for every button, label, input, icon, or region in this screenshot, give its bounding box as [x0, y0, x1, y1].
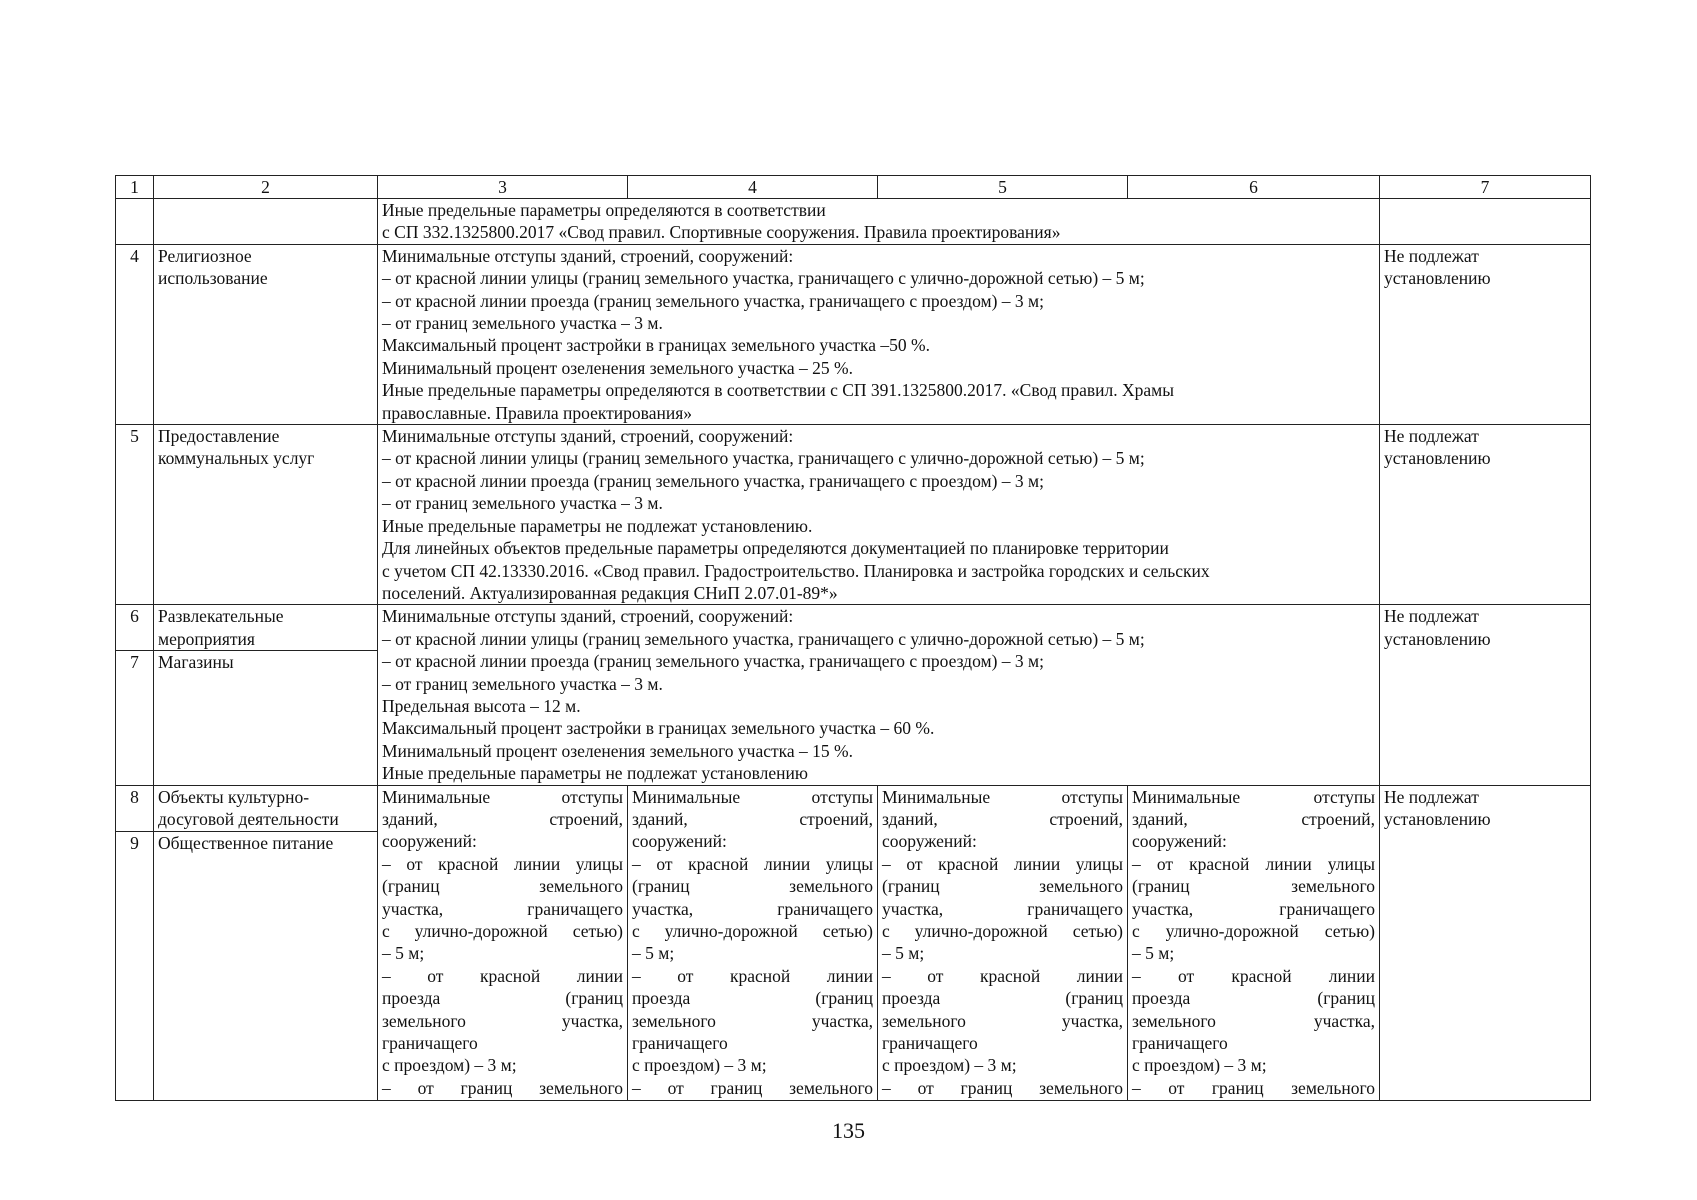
parameter-line: граничащего	[382, 1033, 478, 1054]
parameter-line: Минимальные отступы	[632, 786, 873, 807]
parameter-line: Минимальные отступы	[382, 786, 623, 807]
parameter-line: зданий, строений,	[1132, 808, 1375, 829]
parameter-line: граничащего	[882, 1033, 978, 1054]
parameter-line: зданий, строений,	[882, 808, 1123, 829]
parameter-line: Минимальные отступы зданий, строений, сооружений:	[382, 606, 794, 627]
parameters-cell-col5	[878, 785, 1128, 1100]
regulations-table	[115, 175, 1591, 1101]
parameter-line: граничащего	[1132, 1033, 1228, 1054]
parameter-line: – от красной линии проезда (границ земельного участка, граничащего с проездом) – 3 м;	[382, 470, 1044, 491]
parameter-line: – от красной линии улицы	[882, 853, 1123, 874]
column-number: 4	[628, 176, 878, 199]
parameter-line: – от красной линии улицы	[1132, 853, 1375, 874]
row-number: 5	[116, 425, 154, 605]
parameter-line: Минимальные отступы	[882, 786, 1123, 807]
land-use-name: Общественное питание	[154, 831, 378, 1100]
parameter-line: поселений. Актуализированная редакция СНиП 2.07.01-89*»	[382, 582, 838, 603]
parameter-line: – от красной линии улицы (границ земельного участка, граничащего с улично-дорожной сетью) – 5 м;	[382, 628, 1145, 649]
parameter-line: проезда (границ	[1132, 988, 1375, 1009]
table-row-entertainment	[116, 605, 1591, 651]
parameter-line: земельного участка,	[882, 1010, 1123, 1031]
parameter-line: зданий, строений,	[632, 808, 873, 829]
parameter-line: участка, граничащего	[882, 898, 1123, 919]
parameter-line: – от границ земельного	[1132, 1077, 1375, 1098]
parameter-line: – 5 м;	[632, 943, 675, 964]
land-use-name: Предоставление коммунальных услуг	[154, 425, 378, 605]
column-number: 6	[1128, 176, 1380, 199]
parameter-line: Предельная высота – 12 м.	[382, 695, 581, 716]
parameter-line: – от красной линии улицы (границ земельного участка, граничащего с улично-дорожной сетью) – 5 м;	[382, 268, 1145, 289]
parameter-line: Для линейных объектов предельные параметры определяются документацией по планировке территории	[382, 538, 1169, 559]
parameter-line: с учетом СП 42.13330.2016. «Свод правил. Градостроительство. Планировка и застройка городских и сельских	[382, 560, 1210, 581]
parameter-line: с улично-дорожной сетью)	[1132, 921, 1375, 941]
parameter-line: с улично-дорожной сетью)	[632, 921, 873, 941]
other-parameters-cell: Не подлежат установлению	[1380, 425, 1591, 605]
parameter-line: – от красной линии	[882, 965, 1123, 986]
parameter-line: Максимальный процент застройки в границах земельного участка –50 %.	[382, 335, 931, 356]
parameter-line: Минимальные отступы зданий, строений, сооружений:	[382, 245, 794, 266]
parameters-cell-col6	[1128, 785, 1380, 1100]
parameter-line: – 5 м;	[882, 943, 925, 964]
parameter-line: Иные предельные параметры определяются в соответствии	[382, 200, 826, 220]
parameter-line: – от границ земельного	[382, 1077, 623, 1098]
parameter-line: – от красной линии улицы	[632, 853, 873, 874]
parameter-line: – от красной линии улицы (границ земельного участка, граничащего с улично-дорожной сетью) – 5 м;	[382, 448, 1145, 469]
parameter-line: земельного участка,	[1132, 1010, 1375, 1031]
table-row-utility-services	[116, 425, 1591, 605]
parameter-line: проезда (границ	[632, 988, 873, 1009]
column-number: 1	[116, 176, 154, 199]
parameter-line: сооружений:	[882, 831, 977, 852]
row-number: 8	[116, 785, 154, 831]
parameter-line: – от красной линии улицы	[382, 853, 623, 874]
row-number: 4	[116, 244, 154, 424]
parameter-line: Минимальный процент озеленения земельного участка – 15 %.	[382, 740, 853, 761]
parameter-line: Минимальный процент озеленения земельного участка – 25 %.	[382, 357, 853, 378]
parameter-line: – от границ земельного участка – 3 м.	[382, 673, 663, 694]
parameters-cell	[378, 199, 1380, 245]
parameters-cell	[378, 244, 1380, 424]
parameter-line: граничащего	[632, 1033, 728, 1054]
parameter-line: – от красной линии проезда (границ земельного участка, граничащего с проездом) – 3 м;	[382, 290, 1044, 311]
parameter-line: (границ земельного	[1132, 876, 1375, 897]
parameter-line: Минимальные отступы	[1132, 786, 1375, 807]
parameter-line: – от красной линии	[632, 965, 873, 986]
parameter-line: с улично-дорожной сетью)	[882, 921, 1123, 941]
parameters-cell	[378, 425, 1380, 605]
other-parameters-cell: Не подлежат установлению	[1380, 244, 1591, 424]
parameter-line: участка, граничащего	[1132, 898, 1375, 919]
land-use-name: Развлекательные мероприятия	[154, 605, 378, 651]
parameter-line: – от красной линии	[382, 965, 623, 986]
column-number: 2	[154, 176, 378, 199]
parameter-line: Иные предельные параметры не подлежат установлению.	[382, 515, 813, 536]
table-row-religious-use	[116, 244, 1591, 424]
other-parameters-cell: Не подлежат установлению	[1380, 605, 1591, 785]
parameter-line: участка, граничащего	[382, 898, 623, 919]
parameter-line: (границ земельного	[882, 876, 1123, 897]
parameter-line: с СП 332.1325800.2017 «Свод правил. Спортивные сооружения. Правила проектирования»	[382, 222, 1061, 243]
parameter-line: проезда (границ	[882, 988, 1123, 1009]
parameter-line: – от границ земельного участка – 3 м.	[382, 313, 663, 334]
parameter-line: – от красной линии проезда (границ земельного участка, граничащего с проездом) – 3 м;	[382, 651, 1044, 672]
parameter-line: Иные предельные параметры не подлежат установлению	[382, 763, 808, 784]
parameter-line: – от границ земельного участка – 3 м.	[382, 493, 663, 514]
parameter-line: земельного участка,	[632, 1010, 873, 1031]
table-row-cultural-leisure	[116, 785, 1591, 831]
parameter-line: – от границ земельного	[882, 1077, 1123, 1098]
parameter-line: Минимальные отступы зданий, строений, сооружений:	[382, 426, 794, 447]
column-number-row	[116, 176, 1591, 199]
parameter-line: земельного участка,	[382, 1010, 623, 1031]
parameters-cell-col4	[628, 785, 878, 1100]
parameter-line: (границ земельного	[632, 876, 873, 897]
parameters-cell-col3	[378, 785, 628, 1100]
land-use-name: Объекты культурно- досуговой деятельности	[154, 785, 378, 831]
parameter-line: зданий, строений,	[382, 808, 623, 829]
parameter-line: – 5 м;	[1132, 943, 1175, 964]
parameter-line: с улично-дорожной сетью)	[382, 921, 623, 941]
land-use-name: Религиозное использование	[154, 244, 378, 424]
parameter-line: сооружений:	[1132, 831, 1227, 852]
row-number: 9	[116, 831, 154, 1100]
parameter-line: участка, граничащего	[632, 898, 873, 919]
table-row-sport-continuation	[116, 199, 1591, 245]
column-number: 5	[878, 176, 1128, 199]
page-number: 135	[832, 1118, 865, 1143]
row-number: 7	[116, 651, 154, 785]
parameter-line: проезда (границ	[382, 988, 623, 1009]
parameter-line: с проездом) – 3 м;	[382, 1055, 517, 1076]
parameters-cell	[378, 605, 1380, 785]
parameter-line: – от красной линии	[1132, 965, 1375, 986]
column-number: 3	[378, 176, 628, 199]
parameter-line: – от границ земельного	[632, 1077, 873, 1098]
parameter-line: сооружений:	[632, 831, 727, 852]
parameter-line: сооружений:	[382, 831, 477, 852]
other-parameters-cell: Не подлежат установлению	[1380, 785, 1591, 1100]
parameter-line: – 5 м;	[382, 943, 425, 964]
parameter-line: с проездом) – 3 м;	[882, 1055, 1017, 1076]
parameter-line: с проездом) – 3 м;	[632, 1055, 767, 1076]
row-number: 6	[116, 605, 154, 651]
parameter-line: (границ земельного	[382, 876, 623, 897]
parameter-line: с проездом) – 3 м;	[1132, 1055, 1267, 1076]
parameter-line: православные. Правила проектирования»	[382, 402, 693, 423]
parameter-line: Иные предельные параметры определяются в соответствии с СП 391.1325800.2017. «Свод правил. Храмы	[382, 380, 1174, 401]
column-number: 7	[1380, 176, 1591, 199]
land-use-name: Магазины	[154, 651, 378, 785]
parameter-line: Максимальный процент застройки в границах земельного участка – 60 %.	[382, 718, 935, 739]
